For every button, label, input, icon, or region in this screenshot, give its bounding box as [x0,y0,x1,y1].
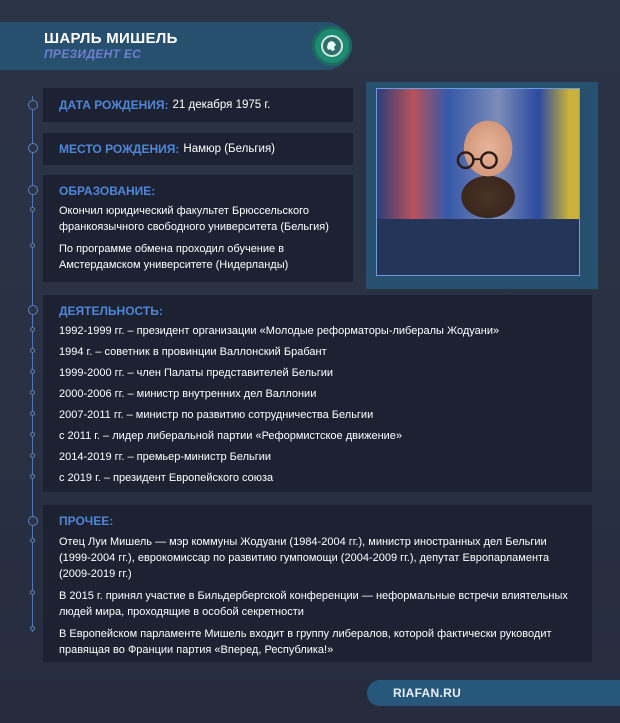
portrait-photo [376,88,580,276]
education-label: ОБРАЗОВАНИЕ: [59,184,156,198]
timeline-node-small [30,369,35,374]
timeline-node-small [30,243,35,248]
other-label: ПРОЧЕЕ: [59,514,114,528]
activity-item: с 2019 г. – президент Европейского союза [59,472,274,484]
education-box [43,175,353,282]
other-item: Отец Луи Мишель — мэр коммуны Жодуани (1984-2004 гг.), министр иностранных дел Бельгии (1999-2004 гг.), еврокомиссар по развитию гумпомощи (2004-2009 гг.), депутат Европарламента (2009-2019 гг.) [59,536,550,580]
other-item: В Европейском парламенте Мишель входит в группу либералов, которой фактически руководит правящая во Франции партия «Вперед, Республика!» [59,628,552,656]
timeline-node-small [30,348,35,353]
birth-place-label: МЕСТО РОЖДЕНИЯ: [59,142,180,156]
timeline-node-small [30,432,35,437]
education-item: По программе обмена проходил обучение в Амстердамском университете (Нидерланды) [59,243,289,271]
timeline-node [28,100,38,110]
timeline-node [28,143,38,153]
birth-date-box [43,88,353,122]
timeline-node [28,305,38,315]
timeline-node-small [30,390,35,395]
birth-place-value: Намюр (Бельгия) [183,143,275,155]
education-item: Окончил юридический факультет Брюссельского франкоязычного свободного университета (Бельгия) [59,205,329,233]
activity-item: 1999-2000 гг. – член Палаты представителей Бельгии [59,367,334,379]
timeline-node-small [30,626,35,631]
europe-map-icon [325,39,339,53]
other-box [43,505,592,662]
timeline-node [28,516,38,526]
timeline-node [28,185,38,195]
timeline-node-small [30,411,35,416]
page-title: ШАРЛЬ МИШЕЛЬ [44,30,178,47]
source-link[interactable]: RIAFAN.RU [393,686,462,700]
globe-icon [321,35,343,57]
other-item: В 2015 г. принял участие в Бильдербергской конференции — неформальные встречи влиятельных людей мира, проходящие в особой секретности [59,590,568,618]
glasses-shape [454,149,502,171]
activity-item: с 2011 г. – лидер либеральной партии «Реформистское движение» [59,430,403,442]
birth-place-box [43,133,353,165]
birth-date-label: ДАТА РОЖДЕНИЯ: [59,98,169,112]
timeline-node-small [30,327,35,332]
eu-globe-logo-icon [315,29,349,63]
timeline-node-small [30,474,35,479]
birth-date-value: 21 декабря 1975 г. [172,99,271,111]
activity-item: 1992-1999 гг. – президент организации «Молодые реформаторы-либералы Жодуани» [59,325,500,337]
timeline-node-small [30,207,35,212]
timeline-node-small [30,590,35,595]
page-subtitle: ПРЕЗИДЕНТ ЕС [44,47,142,61]
activity-box [43,295,592,492]
activity-label: ДЕЯТЕЛЬНОСТЬ: [59,304,163,318]
activity-item: 2000-2006 гг. – министр внутренних дел Валлонии [59,388,317,400]
activity-item: 2007-2011 гг. – министр по развитию сотрудничества Бельгии [59,409,374,421]
timeline-node-small [30,538,35,543]
activity-item: 2014-2019 гг. – премьер-министр Бельгии [59,451,272,463]
timeline-line [32,96,33,632]
activity-item: 1994 г. – советник в провинции Валлонский Брабант [59,346,327,358]
timeline-node-small [30,453,35,458]
